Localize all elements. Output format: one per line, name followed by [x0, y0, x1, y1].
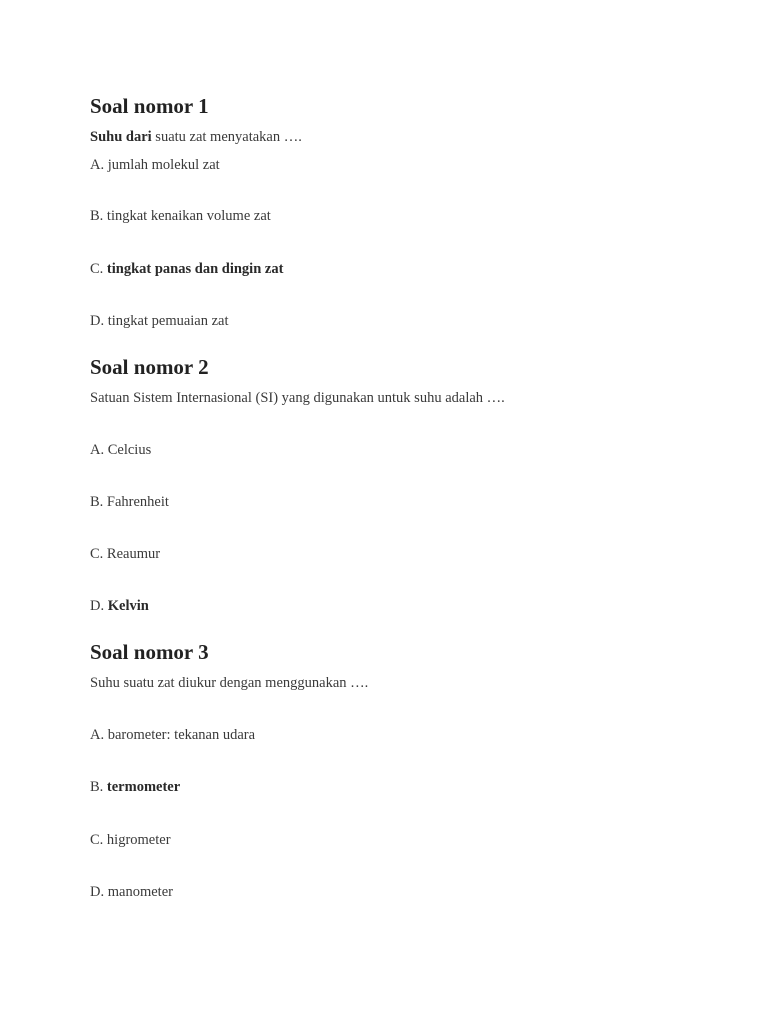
option-letter: D.: [90, 598, 105, 614]
question-3-heading: Soal nomor 3: [90, 640, 209, 664]
question-3-option-a: [90, 726, 255, 744]
question-1-heading: Soal nomor 1: [90, 94, 209, 118]
option-text-answer: termometer: [106, 779, 181, 795]
option-text: tingkat pemuaian zat: [107, 313, 229, 329]
question-1-prompt-bold: Suhu dari: [90, 129, 152, 145]
option-letter: D.: [90, 884, 105, 900]
question-3-option-d: [90, 883, 173, 901]
option-letter: B.: [90, 208, 104, 224]
option-letter: B.: [90, 779, 104, 795]
question-3-option-c: [90, 831, 171, 849]
option-letter: C.: [90, 546, 104, 562]
option-letter: A.: [90, 157, 105, 173]
option-letter: C.: [90, 832, 104, 848]
question-2-option-d: [90, 597, 149, 615]
question-3-option-b: [90, 778, 180, 796]
option-text: barometer: tekanan udara: [107, 727, 256, 743]
question-2-heading: Soal nomor 2: [90, 355, 209, 379]
option-text: higrometer: [106, 832, 171, 848]
question-1-prompt: [90, 128, 302, 146]
question-1-option-b: [90, 207, 271, 225]
option-letter: B.: [90, 494, 104, 510]
question-2-prompt: Satuan Sistem Internasional (SI) yang digunakan untuk suhu adalah ….: [90, 390, 505, 406]
option-text-answer: tingkat panas dan dingin zat: [106, 261, 284, 277]
option-letter: C.: [90, 261, 104, 277]
question-1-option-d: [90, 312, 229, 330]
question-3-prompt: Suhu suatu zat diukur dengan menggunakan ….: [90, 675, 369, 691]
option-text-answer: Kelvin: [107, 598, 149, 614]
option-text: jumlah molekul zat: [107, 157, 220, 173]
question-1-option-c: [90, 260, 283, 278]
option-text: tingkat kenaikan volume zat: [106, 208, 271, 224]
question-2-option-b: [90, 493, 169, 511]
option-text: Celcius: [107, 442, 152, 458]
option-text: manometer: [107, 884, 173, 900]
option-text: Fahrenheit: [106, 494, 169, 510]
question-1-option-a: [90, 156, 220, 174]
question-1-prompt-rest: suatu zat menyatakan ….: [151, 129, 302, 145]
option-text: Reaumur: [106, 546, 161, 562]
option-letter: A.: [90, 727, 105, 743]
option-letter: A.: [90, 442, 105, 458]
question-2-option-c: [90, 545, 160, 563]
question-2-option-a: [90, 441, 151, 459]
option-letter: D.: [90, 313, 105, 329]
